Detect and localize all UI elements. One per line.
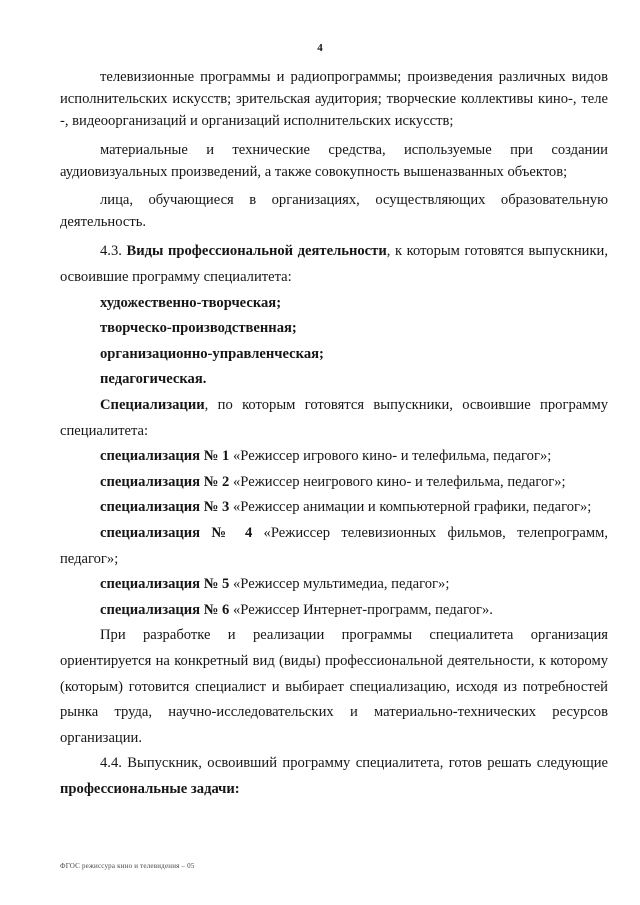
paragraph-tasks xyxy=(60,751,608,802)
paragraph-orientation: При разработке и реализации программы специалитета организация ориентируется на конкретный вид (виды) профессиональной деятельности, к которому (которым) готовится специалист и выбирает специализацию, исходя из потребностей рынка труда, научно-исследовательских и материально-технических ресурсов организации. xyxy=(60,627,608,746)
specialization-item: специализация № 2 «Режиссер неигрового кино- и телефильма, педагог»; xyxy=(100,473,566,490)
activity-type-item: педагогическая. xyxy=(100,371,207,388)
specializations-text: , по которым готовятся выпускники, освоившие программу специалитета: xyxy=(60,396,608,439)
specializations-heading: Специализации xyxy=(100,396,205,413)
activity-type-item: художественно-творческая; xyxy=(100,294,282,311)
specialization-item: специализация № 1 «Режиссер игрового кино- и телефильма, педагог»; xyxy=(100,448,552,465)
paragraph-means: материальные и технические средства, используемые при создании аудиовизуальных произведений, а также совокупность вышеназванных объектов; xyxy=(60,141,608,180)
page-footer: ФГОС режиссура кино и телевидения – 05 xyxy=(60,862,195,870)
tasks-heading: профессиональные задачи: xyxy=(60,780,240,797)
page-number: 4 xyxy=(317,42,323,54)
specialization-item: специализация № 4 «Режиссер телевизионных фильмов, телепрограмм, педагог»; xyxy=(60,524,608,567)
activity-types-heading: Виды профессиональной деятельности xyxy=(126,243,387,260)
document-body xyxy=(60,66,608,802)
tasks-text: 4.4. Выпускник, освоивший программу специалитета, готов решать следующие xyxy=(100,755,608,772)
specialization-item: специализация № 6 «Режиссер Интернет-программ, педагог». xyxy=(100,601,493,618)
activity-type-item: творческо-производственная; xyxy=(100,320,297,337)
activity-type-item: организационно-управленческая; xyxy=(100,345,324,362)
paragraph-activity-types xyxy=(60,239,608,290)
specialization-item: специализация № 3 «Режиссер анимации и компьютерной графики, педагог»; xyxy=(100,499,592,516)
activity-types-text: , к которым готовятся выпускники, освоившие программу специалитета: xyxy=(60,243,608,286)
specialization-item: специализация № 5 «Режиссер мультимедиа, педагог»; xyxy=(100,576,450,593)
paragraph-objects: телевизионные программы и радиопрограммы; произведения различных видов исполнительских искусств; зрительская аудитория; творческие коллективы кино-, теле -, видеоорганизаций и организаций исполнительских искусств; xyxy=(60,69,608,130)
paragraph-learners: лица, обучающиеся в организациях, осуществляющих образовательную деятельность. xyxy=(60,192,608,231)
section-number: 4.3. xyxy=(100,243,127,260)
paragraph-specializations xyxy=(60,393,608,444)
